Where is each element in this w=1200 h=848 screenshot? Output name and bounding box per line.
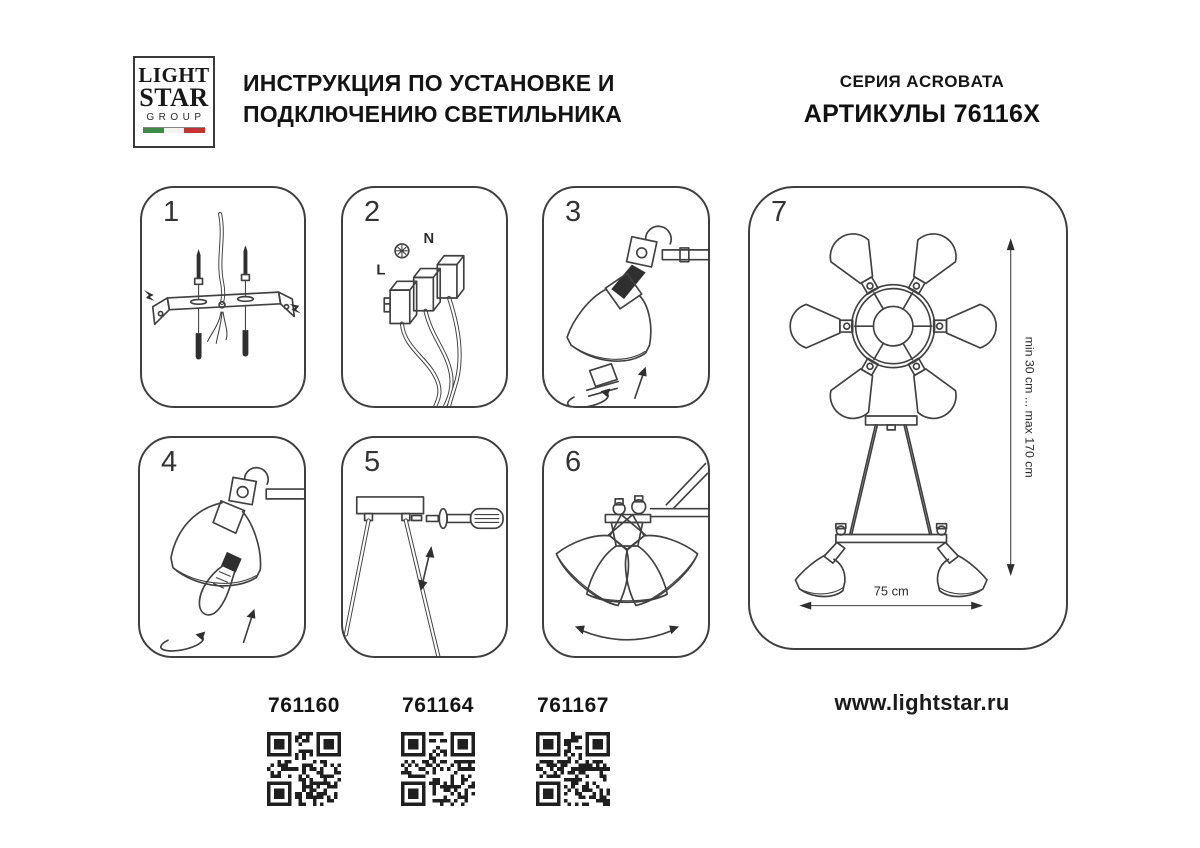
series-name: СЕРИЯ ACROBATA	[839, 72, 1005, 91]
series-header	[770, 72, 1074, 129]
lightstar-logo	[133, 56, 215, 148]
neutral-label: N	[423, 230, 435, 247]
qr-code	[536, 732, 610, 806]
chandelier-dimensions-drawing	[750, 188, 1066, 648]
step-panel-1	[140, 186, 306, 408]
step-panel-7	[748, 186, 1068, 650]
step-panel-6	[542, 436, 710, 658]
step-number: 1	[163, 196, 180, 228]
line-label: L	[376, 262, 386, 279]
chandelier-side-view	[795, 416, 987, 596]
width-label: 75 cm	[873, 583, 909, 599]
bracket-installation-drawing	[142, 188, 304, 406]
article-number: 761160	[268, 694, 340, 717]
terminal-wiring-drawing	[343, 188, 506, 406]
shade-socket-assembly-drawing	[544, 188, 708, 406]
article-column	[401, 694, 475, 806]
title-line-2: ПОДКЛЮЧЕНИЮ СВЕТИЛЬНИКА	[243, 101, 623, 127]
wire-adjustment-drawing	[343, 438, 506, 656]
article-column	[536, 694, 610, 806]
ground-icon	[395, 244, 409, 258]
step-number: 5	[364, 446, 381, 478]
step-number: 3	[565, 196, 582, 228]
step-panel-2	[341, 186, 508, 408]
shade-tilt-drawing	[544, 438, 708, 656]
step-panel-5	[341, 436, 508, 658]
article-number: 761167	[537, 694, 609, 717]
website-url: www.lightstar.ru	[834, 690, 1010, 715]
logo-word-light: LIGHT	[138, 63, 210, 87]
step-panel-4	[138, 436, 306, 658]
step-number: 4	[161, 446, 178, 478]
step-number: 6	[565, 446, 582, 478]
height-range-label: min 30 cm ... max 170 cm	[1022, 336, 1037, 478]
height-dimension	[1007, 238, 1037, 576]
article-number: 761164	[402, 694, 474, 717]
step-number: 2	[364, 196, 381, 228]
articles-code: АРТИКУЛЫ 76116X	[803, 100, 1041, 128]
chandelier-top-view	[790, 226, 996, 426]
logo-word-star: STAR	[139, 83, 209, 112]
bulb-installation-drawing	[140, 438, 304, 656]
step-number: 7	[771, 196, 788, 228]
italian-flag-bar	[143, 127, 205, 133]
page-title	[243, 68, 622, 130]
logo-word-group: GROUP	[146, 112, 206, 123]
qr-code	[267, 732, 341, 806]
article-column	[267, 694, 341, 806]
title-line-1: ИНСТРУКЦИЯ ПО УСТАНОВКЕ И	[243, 70, 615, 96]
step-panel-3	[542, 186, 710, 408]
qr-code	[401, 732, 475, 806]
